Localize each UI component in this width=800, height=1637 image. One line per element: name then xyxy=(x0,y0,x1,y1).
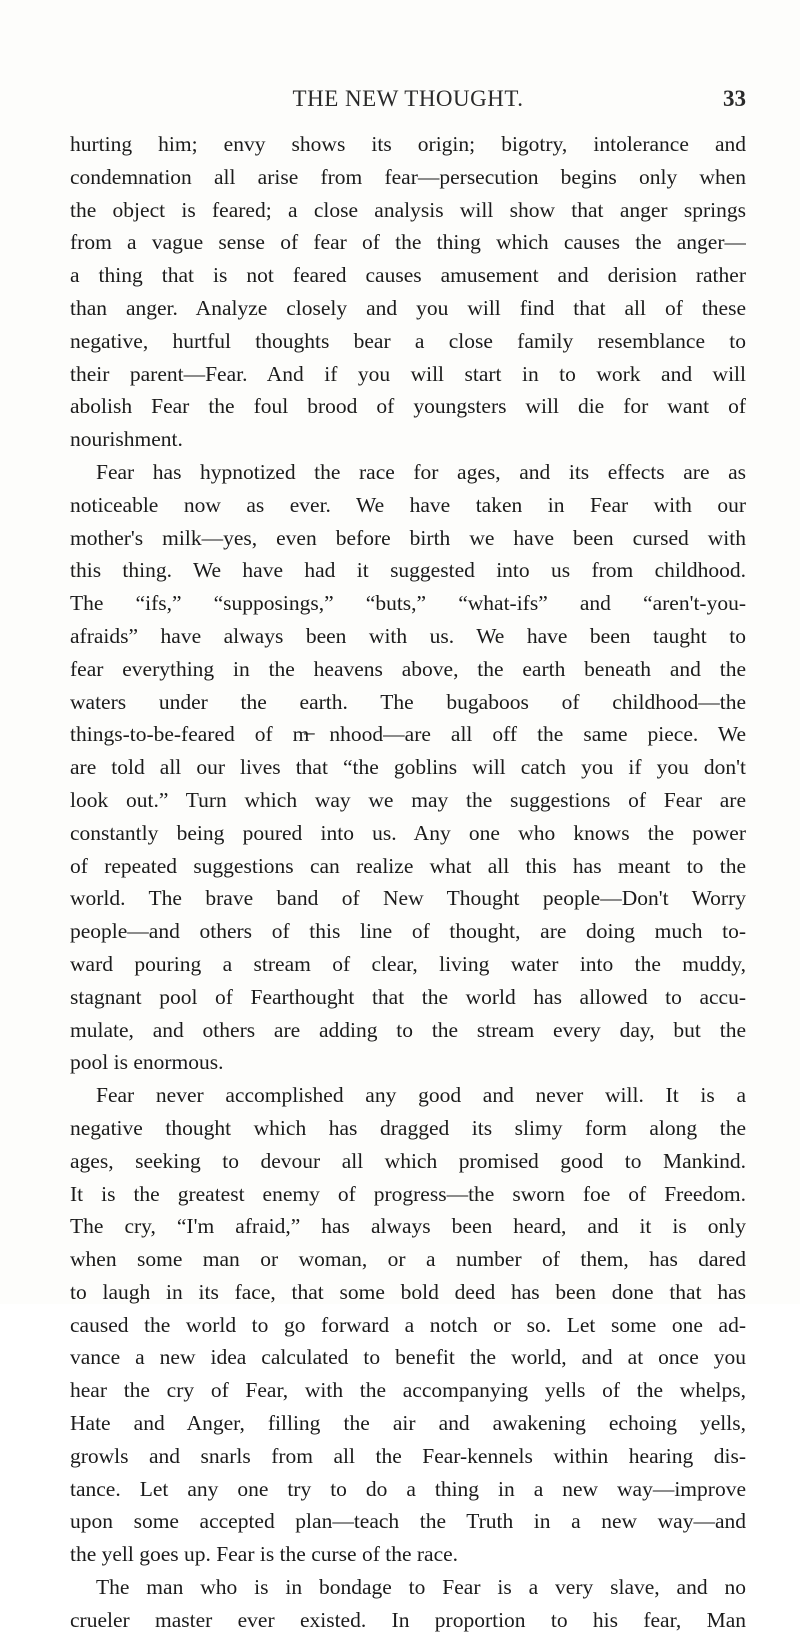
text-line: The man who is in bondage to Fear is a very slave, and no xyxy=(96,1575,746,1600)
text-line: afraids” have always been with us. We have been taught to xyxy=(70,623,746,648)
text-line: look out.” Turn which way we may the suggestions of Fear are xyxy=(70,787,746,812)
text-line: condemnation all arise from fear—persecution begins only when xyxy=(70,164,746,189)
text-line: waters under the earth. The bugaboos of childhood—the xyxy=(70,689,746,714)
text-line: than anger. Analyze closely and you will find that all of these xyxy=(70,295,746,320)
text-line: of repeated suggestions can realize what all this has meant to the xyxy=(70,853,746,878)
text-line: caused the world to go forward a notch or so. Let some one ad- xyxy=(70,1312,746,1337)
running-head xyxy=(70,86,746,118)
text-line: the yell goes up. Fear is the curse of the race. xyxy=(70,1542,459,1567)
text-line: mulate, and others are adding to the stream every day, but the xyxy=(70,1017,746,1042)
text-line: negative, hurtful thoughts bear a close family resemblance to xyxy=(70,328,746,353)
body-text xyxy=(70,128,746,1637)
text-line: pool is enormous. xyxy=(70,1050,224,1075)
text-line: upon some accepted plan—teach the Truth in a new way—and xyxy=(70,1509,746,1534)
text-line: growls and snarls from all the Fear-kennels within hearing dis- xyxy=(70,1443,746,1468)
text-line: stagnant pool of Fearthought that the world has allowed to accu- xyxy=(70,984,746,1009)
text-line: a thing that is not feared causes amusement and derision rather xyxy=(70,263,746,288)
text-line: people—and others of this line of thought, are doing much to- xyxy=(70,919,746,944)
text-line: fear everything in the heavens above, the earth beneath and the xyxy=(70,656,746,681)
text-line: world. The brave band of New Thought people—Don't Worry xyxy=(70,886,746,911)
text-line: tance. Let any one try to do a thing in a new way—improve xyxy=(70,1476,746,1501)
text-line: The cry, “I'm afraid,” has always been heard, and it is only xyxy=(70,1214,746,1239)
text-line: ward pouring a stream of clear, living water into the muddy, xyxy=(70,951,746,976)
text-line: constantly being poured into us. Any one who knows the power xyxy=(70,820,746,845)
running-title: THE NEW THOUGHT. xyxy=(292,86,524,111)
text-line: The “ifs,” “supposings,” “buts,” “what-ifs” and “aren't-you- xyxy=(70,591,746,616)
text-line: crueler master ever existed. In proportion to his fear, Man xyxy=(70,1607,746,1632)
text-line: Fear has hypnotized the race for ages, and its effects are as xyxy=(96,459,746,484)
text-line: from a vague sense of fear of the thing which causes the anger— xyxy=(70,230,746,255)
text-line: when some man or woman, or a number of them, has dared xyxy=(70,1247,746,1272)
text-line: things-to-be-feared of m̶ nhood—are all off the same piece. We xyxy=(70,722,746,747)
text-line: It is the greatest enemy of progress—the sworn foe of Freedom. xyxy=(70,1181,746,1206)
text-line: hear the cry of Fear, with the accompanying yells of the whelps, xyxy=(70,1378,746,1403)
text-line: hurting him; envy shows its origin; bigotry, intolerance and xyxy=(70,132,746,156)
text-line: mother's milk—yes, even before birth we have been cursed with xyxy=(70,525,746,550)
text-line: noticeable now as ever. We have taken in Fear with our xyxy=(70,492,746,517)
text-line: the object is feared; a close analysis will show that anger springs xyxy=(70,197,746,222)
text-line: negative thought which has dragged its slimy form along the xyxy=(70,1115,746,1140)
text-line: ages, seeking to devour all which promised good to Mankind. xyxy=(70,1148,746,1173)
text-line: this thing. We have had it suggested into us from childhood. xyxy=(70,558,746,583)
text-line: Fear never accomplished any good and never will. It is a xyxy=(96,1083,746,1108)
text-line: abolish Fear the foul brood of youngsters will die for want of xyxy=(70,394,746,419)
text-line: vance a new idea calculated to benefit the world, and at once you xyxy=(70,1345,746,1370)
text-line: to laugh in its face, that some bold deed has been done that has xyxy=(70,1279,746,1304)
page-number: 33 xyxy=(723,86,746,111)
text-line: are told all our lives that “the goblins will catch you if you don't xyxy=(70,755,746,780)
text-line: nourishment. xyxy=(70,427,183,452)
text-line: Hate and Anger, filling the air and awakening echoing yells, xyxy=(70,1411,746,1436)
text-line: their parent—Fear. And if you will start in to work and will xyxy=(70,361,746,386)
